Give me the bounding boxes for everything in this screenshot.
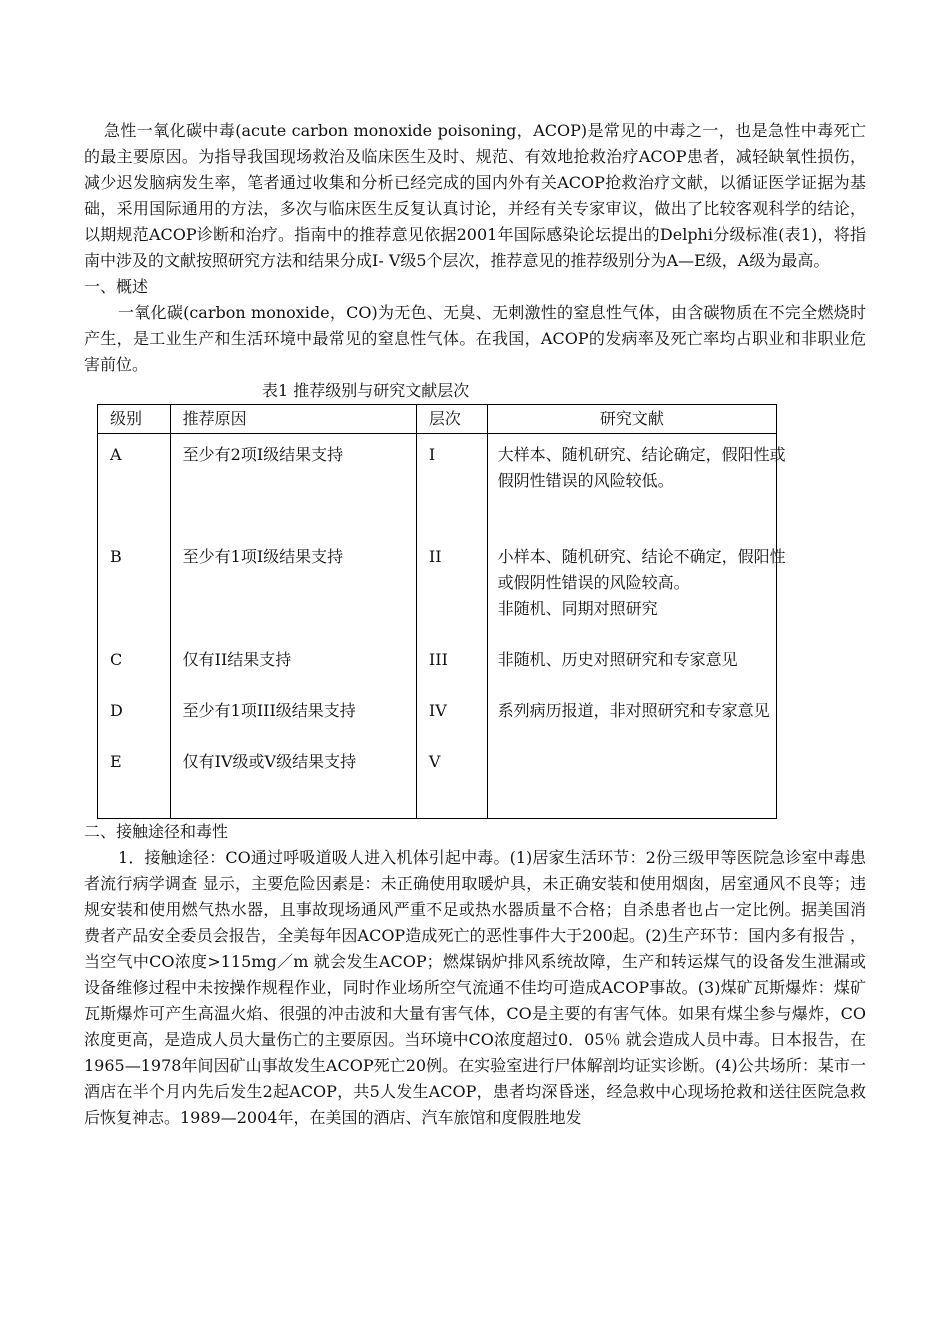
section1-paragraph: 一氧化碳(carbon monoxide，CO)为无色、无臭、无刺激性的窒息性气体，由含碳物质在不完全燃烧时产生，是工业生产和生活环境中最常见的窒息性气体。在我国，ACOP的发病率及死亡率均占职业和非职业危害前位。 [84, 303, 866, 374]
document-page [84, 118, 866, 1131]
table-header-level: 层次 [416, 405, 487, 434]
section1-heading: 一、概述 [84, 277, 149, 296]
literature-cell: 非随机、同期对照研究 [497, 599, 658, 618]
reason-cell: 至少有2项I级结果支持 [182, 445, 344, 464]
grade-cell: E [110, 752, 122, 771]
level-cell: II [428, 547, 442, 566]
reason-cell: 至少有1项III级结果支持 [182, 701, 356, 720]
grade-column [98, 434, 171, 819]
section2-paragraph: 1．接触途径：CO通过呼吸道吸人进入机体引起中毒。(1)居家生活环节：2份三级甲等医院急诊室中毒患者流行病学调查 显示，主要危险因素是：未正确使用取暖炉具，未正确安装和使用烟囱，居室通风不良等；违规安装和使用燃气热水器，且事故现场通风严重不足或热水器质量不合格；自杀患者也占一定比例。据美国消费者产品安全委员会报告，全美每年因ACOP造成死亡的恶性事件大于200起。(2)生产环节：国内多有报告 ，当空气中CO浓度>115mg／m 就会发生ACOP；燃煤锅炉排风系统故障，生产和转运煤气的设备发生泄漏或设备维修过程中未按操作规程作业，同时作业场所空气流通不佳均可造成ACOP事故。(3)煤矿瓦斯爆炸：煤矿瓦斯爆炸可产生高温火焰、很强的冲击波和大量有害气体，CO是主要的有害气体。如果有煤尘参与爆炸，CO浓度更高，是造成人员大量伤亡的主要原因。当环境中CO浓度超过0．05％ 就会造成人员中毒。日本报告，在1965—1978年间因矿山事故发生ACOP死亡20例。在实验室进行尸体解剖均证实诊断。(4)公共场所：某市一酒店在半个月内先后发生2起ACOP，共5人发生ACOP，患者均深昏迷，经急救中心现场抢救和送往医院急救后恢复神志。1989—2004年，在美国的酒店、汽车旅馆和度假胜地发 [84, 848, 866, 1127]
literature-cell: 非随机、历史对照研究和专家意见 [497, 650, 738, 669]
reason-cell: 至少有1项I级结果支持 [182, 547, 344, 566]
table-body-row [98, 434, 777, 819]
grade-cell: B [110, 547, 122, 566]
reason-cell: 仅有IV级或V级结果支持 [182, 752, 357, 771]
literature-cell: 大样本、随机研究、结论确定，假阳性或假阴性错误的风险较低。 [497, 445, 786, 490]
section2-heading: 二、接触途径和毒性 [84, 822, 229, 841]
level-cell: I [428, 445, 436, 464]
grades-table [97, 404, 786, 819]
level-cell: III [428, 650, 448, 669]
reason-cell: 仅有II结果支持 [182, 650, 292, 669]
literature-cell: 小样本、随机研究、结论不确定，假阳性或假阴性错误的风险较高。 [497, 547, 786, 592]
level-cell: IV [428, 701, 447, 720]
level-column [416, 434, 487, 819]
grade-cell: C [110, 650, 123, 669]
grade-cell: A [110, 445, 122, 464]
level-cell: V [428, 752, 441, 771]
literature-cell: 系列病历报道，非对照研究和专家意见 [497, 701, 770, 720]
table-caption: 表1 推荐级别与研究文献层次 [262, 381, 470, 400]
table-header-row [98, 405, 777, 434]
grade-cell: D [110, 701, 123, 720]
table-header-literature: 研究文献 [487, 405, 776, 434]
reason-column [170, 434, 416, 819]
intro-paragraph: 急性一氧化碳中毒(acute carbon monoxide poisoning，ACOP)是常见的中毒之一，也是急性中毒死亡的最主要原因。为指导我国现场救治及临床医生及时、规范、有效地抢救治疗ACOP患者，减轻缺氧性损伤，减少迟发脑病发生率，笔者通过收集和分析已经完成的国内外有关ACOP抢救治疗文献，以循证医学证据为基础，采用国际通用的方法，多次与临床医生反复认真讨论，并经有关专家审议，做出了比较客观科学的结论，以期规范ACOP诊断和治疗。指南中的推荐意见依据2001年国际感染论坛提出的Delphi分级标准(表1)，将指南中涉及的文献按照研究方法和结果分成I- V级5个层次，推荐意见的推荐级别分为A—E级，A级为最高。 [84, 121, 866, 270]
table-header-grade: 级别 [98, 405, 171, 434]
literature-column [487, 434, 786, 819]
table-header-reason: 推荐原因 [170, 405, 416, 434]
